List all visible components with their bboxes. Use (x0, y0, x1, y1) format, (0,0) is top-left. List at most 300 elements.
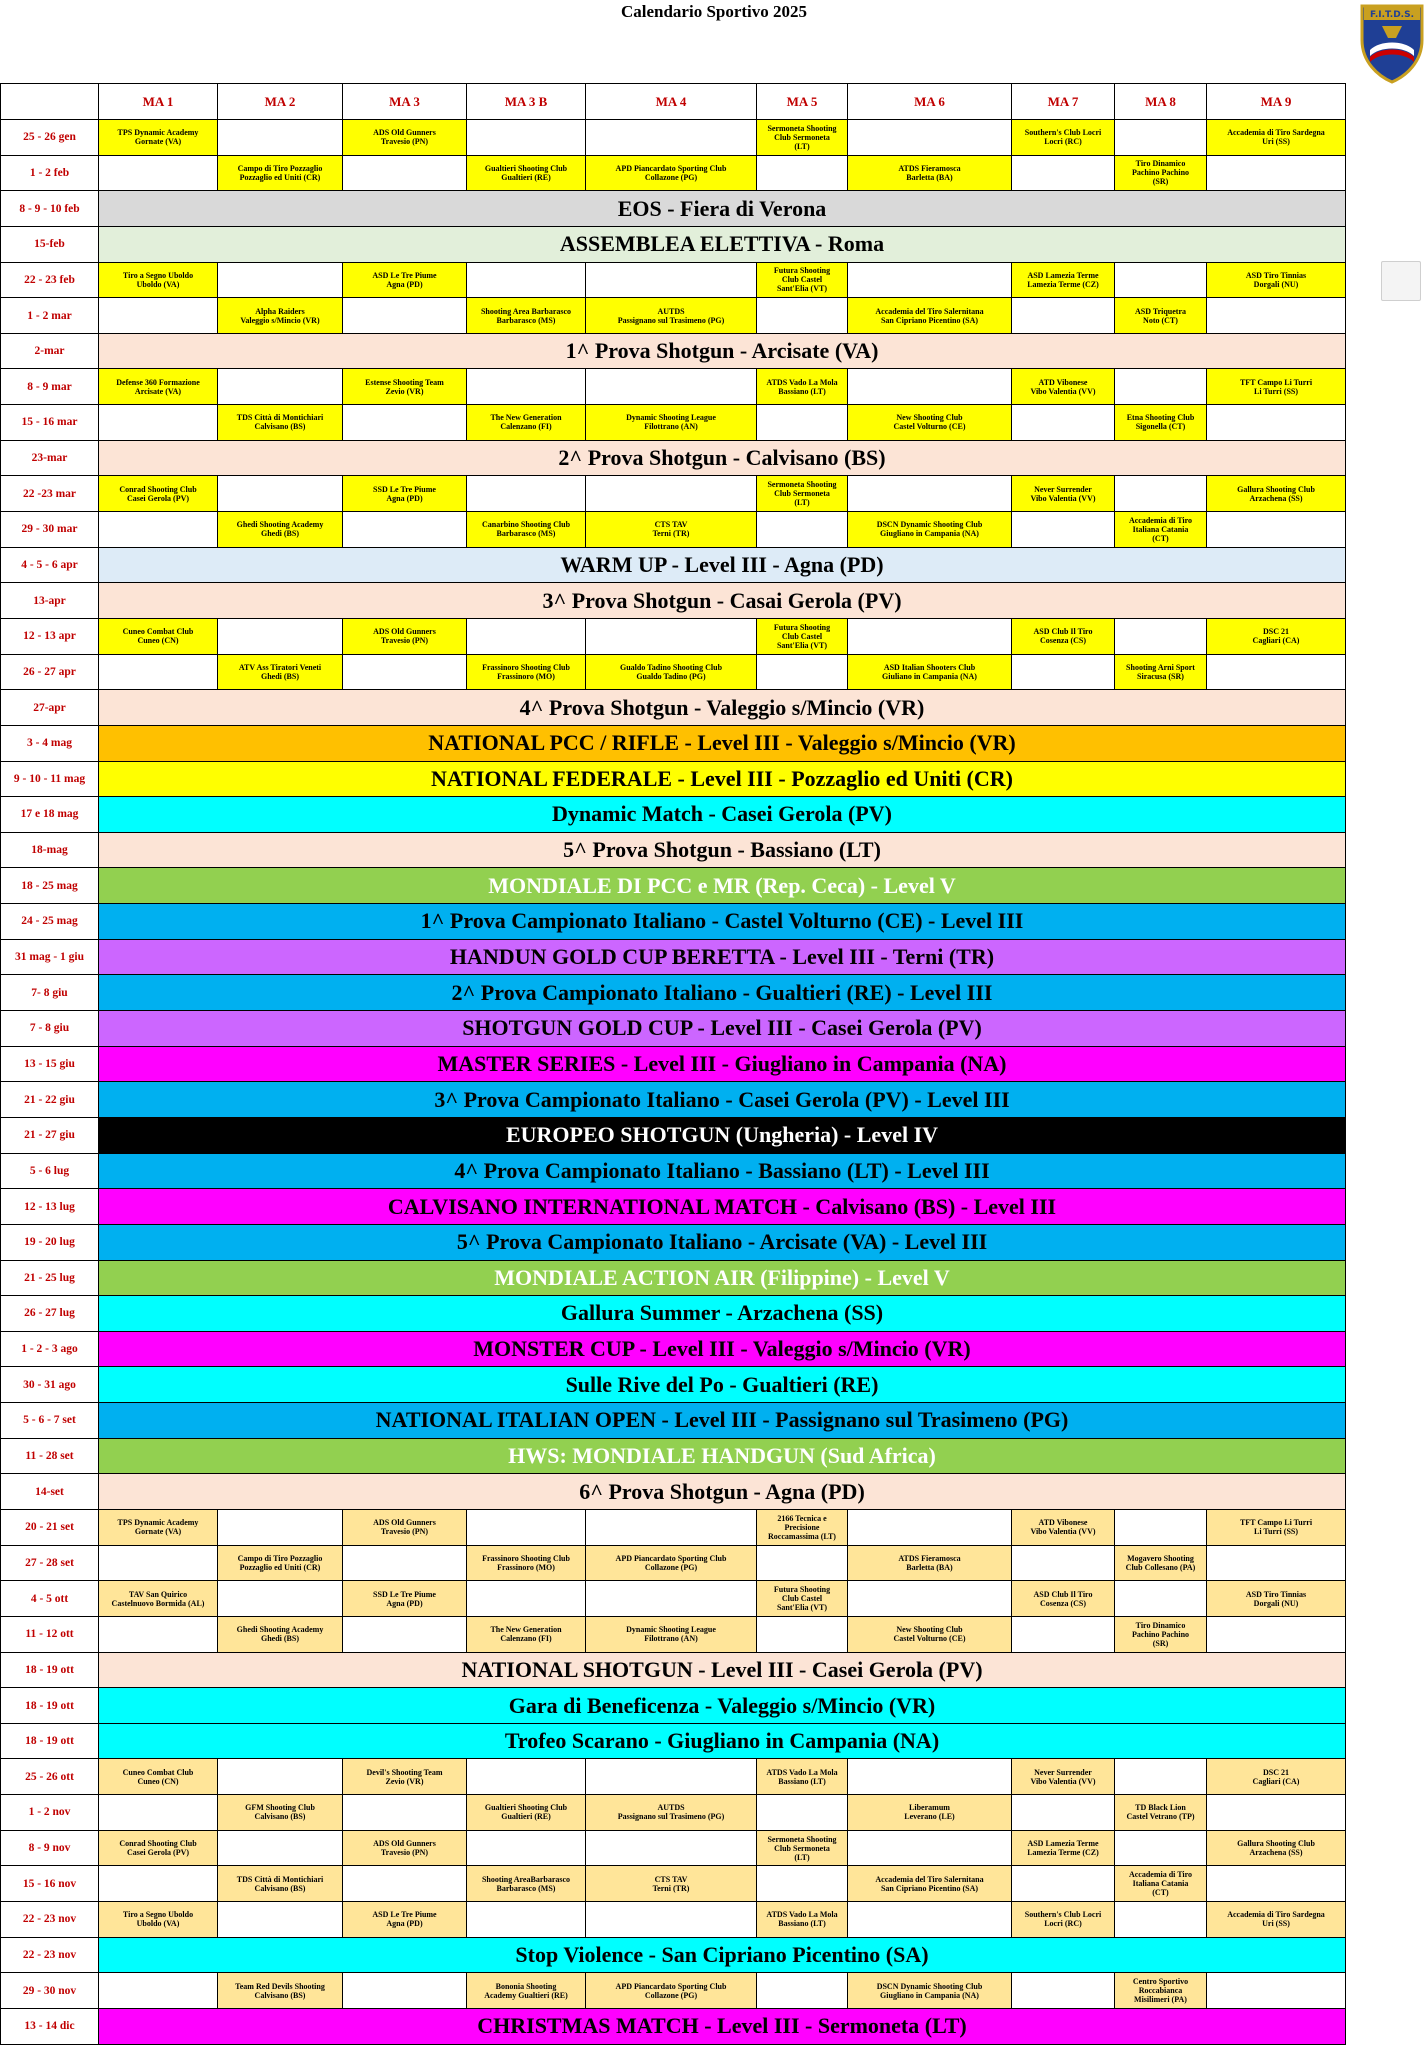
club-cell: TD Black Lion Castel Vetrano (TP) (1115, 1795, 1207, 1831)
event-cell: Gara di Beneficenza - Valeggio s/Mincio (VR) (99, 1688, 1346, 1724)
date-cell: 11 - 28 set (1, 1438, 99, 1474)
header-ma7: MA 7 (1012, 84, 1115, 120)
club-cell: Defense 360 Formazione Arcisate (VA) (99, 369, 218, 405)
empty-cell (757, 512, 848, 548)
header-ma3b: MA 3 B (467, 84, 586, 120)
club-row (1, 512, 1346, 548)
club-cell: Southern's Club Locri Locri (RC) (1012, 1902, 1115, 1938)
fitds-logo (1356, 0, 1428, 84)
event-row (1, 547, 1346, 583)
club-cell: Tiro a Segno Uboldo Uboldo (VA) (99, 262, 218, 298)
club-cell: CTS TAV Terni (TR) (586, 1866, 757, 1902)
empty-cell (1115, 1830, 1207, 1866)
empty-cell (1012, 155, 1115, 191)
event-row (1, 1046, 1346, 1082)
event-cell: EUROPEO SHOTGUN (Ungheria) - Level IV (99, 1117, 1346, 1153)
empty-cell (1207, 155, 1346, 191)
event-cell: Gallura Summer - Arzachena (SS) (99, 1296, 1346, 1332)
club-cell: Bononia Shooting Academy Gualtieri (RE) (467, 1973, 586, 2009)
club-cell: Frassinoro Shooting Club Frassinoro (MO) (467, 1545, 586, 1581)
club-cell: DSC 21 Cagliari (CA) (1207, 1759, 1346, 1795)
club-cell: ATDS Vado La Mola Bassiano (LT) (757, 1759, 848, 1795)
date-cell: 21 - 27 giu (1, 1117, 99, 1153)
date-cell: 18 - 19 ott (1, 1688, 99, 1724)
empty-cell (99, 405, 218, 441)
empty-cell (1115, 618, 1207, 654)
event-cell: CHRISTMAS MATCH - Level III - Sermoneta (LT) (99, 2008, 1346, 2044)
empty-cell (586, 120, 757, 156)
event-cell: Sulle Rive del Po - Gualtieri (RE) (99, 1367, 1346, 1403)
empty-cell (1012, 1795, 1115, 1831)
club-cell: TFT Campo Li Turri Li Turri (SS) (1207, 369, 1346, 405)
date-cell: 25 - 26 gen (1, 120, 99, 156)
club-cell: Cuneo Combat Club Cuneo (CN) (99, 618, 218, 654)
event-row (1, 868, 1346, 904)
event-cell: 2^ Prova Shotgun - Calvisano (BS) (99, 440, 1346, 476)
club-cell: Futura Shooting Club Castel Sant'Elia (VT) (757, 618, 848, 654)
club-row (1, 369, 1346, 405)
date-cell: 13 - 15 giu (1, 1046, 99, 1082)
club-cell: Accademia di Tiro Sardegna Uri (SS) (1207, 1902, 1346, 1938)
club-cell: ATDS Vado La Mola Bassiano (LT) (757, 369, 848, 405)
empty-cell (343, 405, 467, 441)
empty-cell (218, 120, 343, 156)
empty-cell (586, 1581, 757, 1617)
club-row (1, 1545, 1346, 1581)
empty-cell (343, 1973, 467, 2009)
date-cell: 29 - 30 nov (1, 1973, 99, 2009)
club-cell: DSCN Dynamic Shooting Club Giugliano in Campania (NA) (848, 512, 1012, 548)
club-cell: Etna Shooting Club Sigonella (CT) (1115, 405, 1207, 441)
empty-cell (1012, 512, 1115, 548)
date-cell: 2-mar (1, 333, 99, 369)
club-cell: Shooting Arni Sport Siracusa (SR) (1115, 654, 1207, 690)
club-row (1, 1581, 1346, 1617)
club-cell: Frassinoro Shooting Club Frassinoro (MO) (467, 654, 586, 690)
empty-cell (848, 1581, 1012, 1617)
empty-cell (848, 1830, 1012, 1866)
empty-cell (848, 262, 1012, 298)
date-cell: 15 - 16 mar (1, 405, 99, 441)
club-cell: Team Red Devils Shooting Calvisano (BS) (218, 1973, 343, 2009)
club-cell: Ghedi Shooting Academy Ghedi (BS) (218, 1616, 343, 1652)
empty-cell (586, 1759, 757, 1795)
event-cell: NATIONAL FEDERALE - Level III - Pozzaglio ed Uniti (CR) (99, 761, 1346, 797)
event-row (1, 1117, 1346, 1153)
event-cell: Stop Violence - San Cipriano Picentino (SA) (99, 1937, 1346, 1973)
club-cell: ATD Vibonese Vibo Valentia (VV) (1012, 1509, 1115, 1545)
empty-cell (1115, 1759, 1207, 1795)
event-cell: 5^ Prova Campionato Italiano - Arcisate (VA) - Level III (99, 1224, 1346, 1260)
club-cell: ASD Le Tre Piume Agna (PD) (343, 262, 467, 298)
club-cell: The New Generation Calenzano (FI) (467, 405, 586, 441)
empty-cell (1115, 262, 1207, 298)
event-cell: 3^ Prova Campionato Italiano - Casei Gerola (PV) - Level III (99, 1082, 1346, 1118)
club-cell: Campo di Tiro Pozzaglio Pozzaglio ed Uniti (CR) (218, 155, 343, 191)
date-cell: 27 - 28 set (1, 1545, 99, 1581)
club-row (1, 654, 1346, 690)
event-cell: 6^ Prova Shotgun - Agna (PD) (99, 1474, 1346, 1510)
club-cell: ATDS Fieramosca Barletta (BA) (848, 155, 1012, 191)
event-row (1, 226, 1346, 262)
empty-cell (218, 1509, 343, 1545)
club-row (1, 155, 1346, 191)
club-cell: DSCN Dynamic Shooting Club Giugliano in Campania (NA) (848, 1973, 1012, 2009)
empty-cell (1115, 120, 1207, 156)
event-row (1, 1723, 1346, 1759)
date-cell: 3 - 4 mag (1, 725, 99, 761)
empty-cell (343, 1545, 467, 1581)
empty-cell (343, 155, 467, 191)
empty-cell (1207, 1866, 1346, 1902)
club-cell: Canarbino Shooting Club Barbarasco (MS) (467, 512, 586, 548)
empty-cell (1115, 1902, 1207, 1938)
date-cell: 8 - 9 nov (1, 1830, 99, 1866)
empty-cell (848, 1759, 1012, 1795)
empty-cell (99, 654, 218, 690)
club-cell: Accademia del Tiro Salernitana San Cipriano Picentino (SA) (848, 1866, 1012, 1902)
date-cell: 5 - 6 - 7 set (1, 1403, 99, 1439)
empty-cell (757, 298, 848, 334)
event-cell: 3^ Prova Shotgun - Casai Gerola (PV) (99, 583, 1346, 619)
event-cell: NATIONAL SHOTGUN - Level III - Casei Gerola (PV) (99, 1652, 1346, 1688)
empty-cell (1207, 1795, 1346, 1831)
club-cell: Futura Shooting Club Castel Sant'Elia (VT) (757, 1581, 848, 1617)
empty-cell (757, 1616, 848, 1652)
club-row (1, 1616, 1346, 1652)
calendar-body (1, 120, 1346, 2045)
club-cell: Shooting AreaBarbarasco Barbarasco (MS) (467, 1866, 586, 1902)
club-cell: Centro Sportivo Roccabianca Misilimeri (PA) (1115, 1973, 1207, 2009)
club-row (1, 262, 1346, 298)
club-cell: GFM Shooting Club Calvisano (BS) (218, 1795, 343, 1831)
event-cell: 1^ Prova Shotgun - Arcisate (VA) (99, 333, 1346, 369)
event-row (1, 761, 1346, 797)
date-cell: 12 - 13 lug (1, 1189, 99, 1225)
empty-cell (343, 1866, 467, 1902)
event-row (1, 797, 1346, 833)
club-cell: Gualtieri Shooting Club Gualtieri (RE) (467, 1795, 586, 1831)
club-cell: Gualdo Tadino Shooting Club Gualdo Tadino (PG) (586, 654, 757, 690)
club-cell: ADS Old Gunners Travesio (PN) (343, 1830, 467, 1866)
club-cell: Dynamic Shooting League Filottrano (AN) (586, 405, 757, 441)
club-cell: Accademia di Tiro Italiana Catania (CT) (1115, 512, 1207, 548)
date-cell: 27-apr (1, 690, 99, 726)
date-cell: 18-mag (1, 832, 99, 868)
empty-cell (848, 120, 1012, 156)
date-cell: 15-feb (1, 226, 99, 262)
event-row (1, 2008, 1346, 2044)
empty-cell (467, 262, 586, 298)
club-row (1, 1866, 1346, 1902)
club-cell: ATDS Vado La Mola Bassiano (LT) (757, 1902, 848, 1938)
club-cell: Ghedi Shooting Academy Ghedi (BS) (218, 512, 343, 548)
event-row (1, 1296, 1346, 1332)
empty-cell (467, 618, 586, 654)
event-cell: 5^ Prova Shotgun - Bassiano (LT) (99, 832, 1346, 868)
event-cell: WARM UP - Level III - Agna (PD) (99, 547, 1346, 583)
empty-cell (1012, 1616, 1115, 1652)
date-cell: 19 - 20 lug (1, 1224, 99, 1260)
empty-cell (757, 654, 848, 690)
club-cell: ASD Club Il Tiro Cosenza (CS) (1012, 618, 1115, 654)
empty-cell (757, 1866, 848, 1902)
club-cell: Never Surrender Vibo Valentia (VV) (1012, 1759, 1115, 1795)
event-row (1, 1153, 1346, 1189)
club-cell: Conrad Shooting Club Casei Gerola (PV) (99, 476, 218, 512)
club-row (1, 476, 1346, 512)
date-cell: 26 - 27 apr (1, 654, 99, 690)
date-cell: 18 - 19 ott (1, 1652, 99, 1688)
date-cell: 4 - 5 - 6 apr (1, 547, 99, 583)
empty-cell (757, 155, 848, 191)
empty-cell (1207, 1616, 1346, 1652)
date-cell: 22 - 23 feb (1, 262, 99, 298)
club-cell: Liberamum Leverano (LE) (848, 1795, 1012, 1831)
event-row (1, 1937, 1346, 1973)
date-cell: 1 - 2 nov (1, 1795, 99, 1831)
club-cell: ASD Le Tre Piume Agna (PD) (343, 1902, 467, 1938)
empty-cell (1012, 1866, 1115, 1902)
club-cell: Accademia del Tiro Salernitana San Cipriano Picentino (SA) (848, 298, 1012, 334)
empty-cell (99, 1973, 218, 2009)
event-cell: Dynamic Match - Casei Gerola (PV) (99, 797, 1346, 833)
empty-cell (218, 262, 343, 298)
event-row (1, 1438, 1346, 1474)
empty-cell (218, 1581, 343, 1617)
date-cell: 1 - 2 feb (1, 155, 99, 191)
club-row (1, 1759, 1346, 1795)
event-cell: MONSTER CUP - Level III - Valeggio s/Mincio (VR) (99, 1331, 1346, 1367)
empty-cell (218, 1902, 343, 1938)
club-cell: TPS Dynamic Academy Gornate (VA) (99, 120, 218, 156)
empty-cell (586, 262, 757, 298)
club-row (1, 618, 1346, 654)
club-cell: Never Surrender Vibo Valentia (VV) (1012, 476, 1115, 512)
club-cell: Sermoneta Shooting Club Sermoneta (LT) (757, 120, 848, 156)
club-cell: APD Piancardato Sporting Club Collazone (PG) (586, 1545, 757, 1581)
date-cell: 21 - 22 giu (1, 1082, 99, 1118)
empty-cell (848, 1509, 1012, 1545)
date-cell: 1 - 2 mar (1, 298, 99, 334)
empty-cell (848, 618, 1012, 654)
date-cell: 7 - 8 giu (1, 1011, 99, 1047)
club-row (1, 1973, 1346, 2009)
empty-cell (99, 1545, 218, 1581)
event-row (1, 1652, 1346, 1688)
club-cell: TAV San Quirico Castelnuovo Bormida (AL) (99, 1581, 218, 1617)
club-row (1, 1830, 1346, 1866)
club-cell: ASD Italian Shooters Club Giuliano in Campania (NA) (848, 654, 1012, 690)
empty-cell (848, 369, 1012, 405)
date-cell: 29 - 30 mar (1, 512, 99, 548)
empty-cell (1012, 405, 1115, 441)
event-row (1, 1688, 1346, 1724)
event-cell: MASTER SERIES - Level III - Giugliano in Campania (NA) (99, 1046, 1346, 1082)
empty-cell (343, 512, 467, 548)
club-cell: SSD Le Tre Piume Agna (PD) (343, 476, 467, 512)
event-row (1, 1189, 1346, 1225)
empty-cell (1207, 405, 1346, 441)
empty-cell (1115, 476, 1207, 512)
empty-cell (586, 618, 757, 654)
club-cell: Gualtieri Shooting Club Gualtieri (RE) (467, 155, 586, 191)
empty-cell (467, 1581, 586, 1617)
event-cell: 4^ Prova Shotgun - Valeggio s/Mincio (VR) (99, 690, 1346, 726)
club-cell: Accademia di Tiro Sardegna Uri (SS) (1207, 120, 1346, 156)
empty-cell (757, 405, 848, 441)
event-cell: Trofeo Scarano - Giugliano in Campania (NA) (99, 1723, 1346, 1759)
club-cell: ASD Lamezia Terme Lamezia Terme (CZ) (1012, 262, 1115, 298)
empty-cell (467, 1830, 586, 1866)
event-row (1, 939, 1346, 975)
event-row (1, 1403, 1346, 1439)
date-cell: 22 - 23 nov (1, 1937, 99, 1973)
empty-cell (218, 618, 343, 654)
club-cell: ATDS Fieramosca Barletta (BA) (848, 1545, 1012, 1581)
date-cell: 24 - 25 mag (1, 904, 99, 940)
header-ma8: MA 8 (1115, 84, 1207, 120)
club-row (1, 298, 1346, 334)
page-title: Calendario Sportivo 2025 (620, 2, 808, 21)
empty-cell (1012, 1973, 1115, 2009)
empty-cell (218, 1759, 343, 1795)
date-cell: 30 - 31 ago (1, 1367, 99, 1403)
club-cell: Devil's Shooting Team Zevio (VR) (343, 1759, 467, 1795)
event-cell: CALVISANO INTERNATIONAL MATCH - Calvisano (BS) - Level III (99, 1189, 1346, 1225)
empty-cell (848, 476, 1012, 512)
empty-cell (99, 155, 218, 191)
side-widget-box[interactable] (1381, 261, 1421, 301)
club-cell: 2166 Tecnica e Precisione Roccamassima (LT) (757, 1509, 848, 1545)
club-row (1, 1509, 1346, 1545)
empty-cell (586, 1830, 757, 1866)
club-cell: Tiro a Segno Uboldo Uboldo (VA) (99, 1902, 218, 1938)
club-cell: TDS Città di Montichiari Calvisano (BS) (218, 405, 343, 441)
empty-cell (1115, 369, 1207, 405)
event-cell: 2^ Prova Campionato Italiano - Gualtieri (RE) - Level III (99, 975, 1346, 1011)
date-cell: 7- 8 giu (1, 975, 99, 1011)
empty-cell (99, 298, 218, 334)
club-cell: Mogavero Shooting Club Collesano (PA) (1115, 1545, 1207, 1581)
empty-cell (467, 1509, 586, 1545)
event-cell: 4^ Prova Campionato Italiano - Bassiano (LT) - Level III (99, 1153, 1346, 1189)
empty-cell (1207, 512, 1346, 548)
club-cell: New Shooting Club Castel Volturno (CE) (848, 405, 1012, 441)
event-cell: NATIONAL PCC / RIFLE - Level III - Valeggio s/Mincio (VR) (99, 725, 1346, 761)
event-cell: 1^ Prova Campionato Italiano - Castel Volturno (CE) - Level III (99, 904, 1346, 940)
empty-cell (467, 369, 586, 405)
empty-cell (1012, 1545, 1115, 1581)
empty-cell (757, 1795, 848, 1831)
date-cell: 5 - 6 lug (1, 1153, 99, 1189)
club-cell: ASD Lamezia Terme Lamezia Terme (CZ) (1012, 1830, 1115, 1866)
club-cell: TFT Campo Li Turri Li Turri (SS) (1207, 1509, 1346, 1545)
empty-cell (586, 1509, 757, 1545)
event-row (1, 440, 1346, 476)
empty-cell (1012, 298, 1115, 334)
date-cell: 4 - 5 ott (1, 1581, 99, 1617)
club-cell: Gallura Shooting Club Arzachena (SS) (1207, 1830, 1346, 1866)
date-cell: 14-set (1, 1474, 99, 1510)
club-cell: Sermoneta Shooting Club Sermoneta (LT) (757, 476, 848, 512)
date-cell: 18 - 25 mag (1, 868, 99, 904)
club-cell: ATV Ass Tiratori Veneti Ghedi (BS) (218, 654, 343, 690)
club-cell: DSC 21 Cagliari (CA) (1207, 618, 1346, 654)
date-cell: 22 - 23 nov (1, 1902, 99, 1938)
event-cell: NATIONAL ITALIAN OPEN - Level III - Passignano sul Trasimeno (PG) (99, 1403, 1346, 1439)
club-cell: The New Generation Calenzano (FI) (467, 1616, 586, 1652)
event-row (1, 333, 1346, 369)
event-row (1, 1011, 1346, 1047)
event-cell: HANDUN GOLD CUP BERETTA - Level III - Terni (TR) (99, 939, 1346, 975)
empty-cell (467, 1759, 586, 1795)
logo-text: F.I.T.D.S. (1370, 10, 1414, 20)
club-cell: ASD Tiro Tinnias Dorgali (NU) (1207, 262, 1346, 298)
club-cell: AUTDS Passignano sul Trasimeno (PG) (586, 298, 757, 334)
empty-cell (343, 298, 467, 334)
event-row (1, 1331, 1346, 1367)
empty-cell (99, 1616, 218, 1652)
club-cell: Conrad Shooting Club Casei Gerola (PV) (99, 1830, 218, 1866)
event-row (1, 725, 1346, 761)
empty-cell (1207, 298, 1346, 334)
event-cell: HWS: MONDIALE HANDGUN (Sud Africa) (99, 1438, 1346, 1474)
date-cell: 8 - 9 mar (1, 369, 99, 405)
event-row (1, 191, 1346, 227)
event-row (1, 1474, 1346, 1510)
club-cell: Cuneo Combat Club Cuneo (CN) (99, 1759, 218, 1795)
club-cell: AUTDS Passignano sul Trasimeno (PG) (586, 1795, 757, 1831)
header-ma4: MA 4 (586, 84, 757, 120)
club-cell: ATD Vibonese Vibo Valentia (VV) (1012, 369, 1115, 405)
club-cell: Tiro Dinamico Pachino Pachino (SR) (1115, 1616, 1207, 1652)
header-ma1: MA 1 (99, 84, 218, 120)
date-cell: 13-apr (1, 583, 99, 619)
date-cell: 17 e 18 mag (1, 797, 99, 833)
club-cell: Campo di Tiro Pozzaglio Pozzaglio ed Uniti (CR) (218, 1545, 343, 1581)
club-cell: CTS TAV Terni (TR) (586, 512, 757, 548)
event-row (1, 583, 1346, 619)
club-cell: ASD Triquetra Noto (CT) (1115, 298, 1207, 334)
date-cell: 31 mag - 1 giu (1, 939, 99, 975)
date-cell: 20 - 21 set (1, 1509, 99, 1545)
event-row (1, 690, 1346, 726)
club-cell: Sermoneta Shooting Club Sermoneta (LT) (757, 1830, 848, 1866)
club-cell: APD Piancardato Sporting Club Collazone (PG) (586, 155, 757, 191)
empty-cell (467, 120, 586, 156)
event-cell: MONDIALE DI PCC e MR (Rep. Ceca) - Level V (99, 868, 1346, 904)
empty-cell (1115, 1509, 1207, 1545)
empty-cell (1115, 1581, 1207, 1617)
empty-cell (848, 1902, 1012, 1938)
event-cell: EOS - Fiera di Verona (99, 191, 1346, 227)
club-cell: Estense Shooting Team Zevio (VR) (343, 369, 467, 405)
empty-cell (218, 476, 343, 512)
event-row (1, 1260, 1346, 1296)
corner-cell (1, 84, 99, 120)
header-ma2: MA 2 (218, 84, 343, 120)
event-cell: SHOTGUN GOLD CUP - Level III - Casei Gerola (PV) (99, 1011, 1346, 1047)
empty-cell (467, 1902, 586, 1938)
event-row (1, 975, 1346, 1011)
header-ma5: MA 5 (757, 84, 848, 120)
date-cell: 9 - 10 - 11 mag (1, 761, 99, 797)
header-ma3: MA 3 (343, 84, 467, 120)
club-row (1, 1902, 1346, 1938)
date-cell: 22 -23 mar (1, 476, 99, 512)
club-cell: New Shooting Club Castel Volturno (CE) (848, 1616, 1012, 1652)
